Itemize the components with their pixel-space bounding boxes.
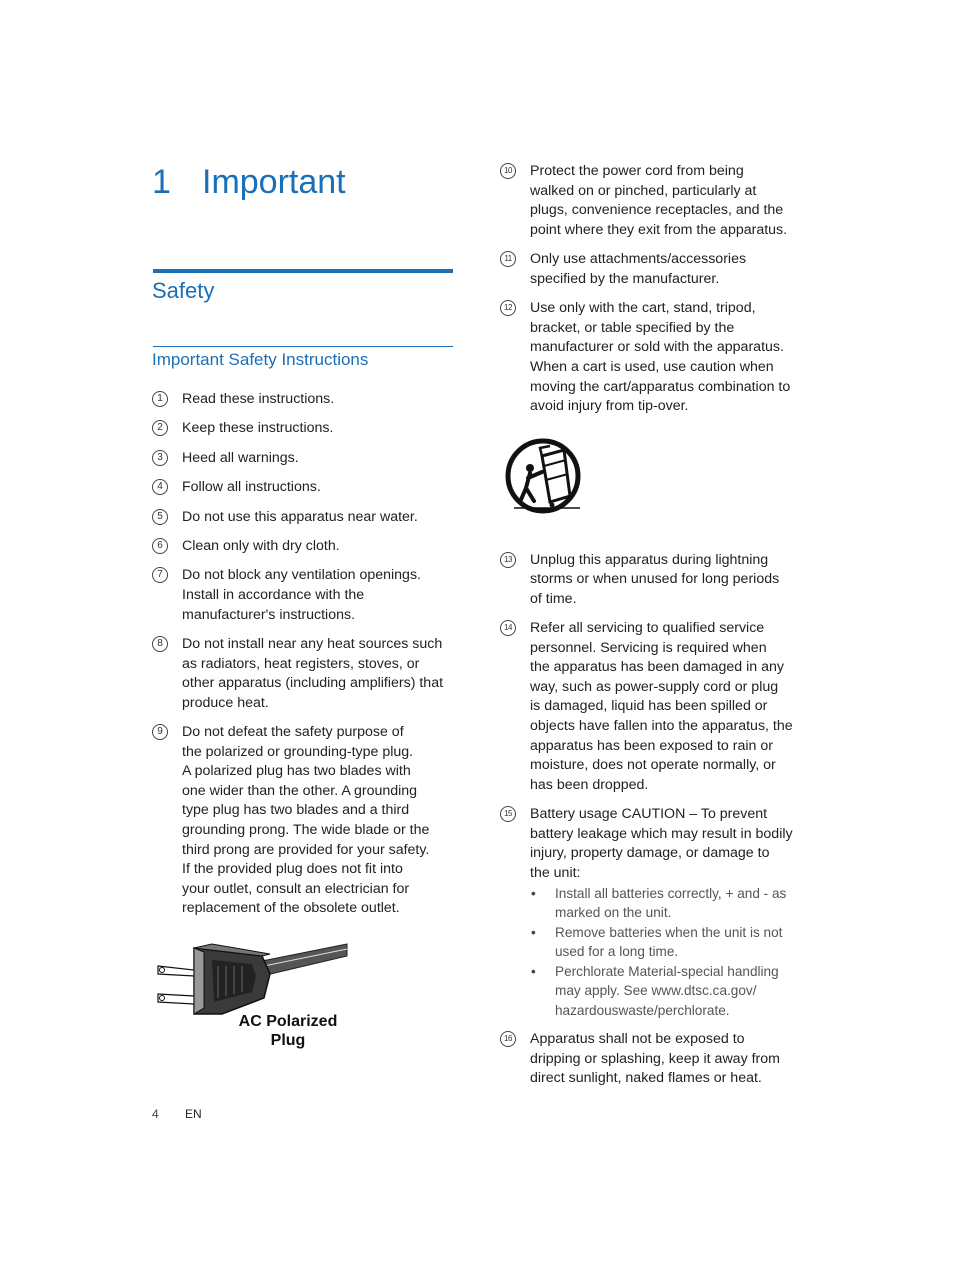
item-line: third prong are provided for your safety.	[182, 841, 430, 858]
item-line: has been dropped.	[530, 776, 649, 793]
item-line: moving the cart/apparatus combination to	[530, 378, 791, 395]
bullet-line: marked on the unit.	[555, 905, 672, 921]
item-line: A polarized plug has two blades with	[182, 763, 411, 780]
ac-polarized-plug-figure	[152, 936, 352, 1051]
item-number: 14	[500, 620, 516, 636]
plug-caption-line1: AC Polarized	[238, 1013, 338, 1030]
list-item	[152, 508, 454, 528]
item-line: objects have fallen into the apparatus, the	[530, 718, 793, 735]
item-line: Install in accordance with the	[182, 586, 365, 603]
list-item	[500, 1030, 802, 1089]
item-line: manufacturer's instructions.	[182, 606, 356, 623]
item-line: moisture, does not operate normally, or	[530, 757, 776, 774]
item-line: Refer all servicing to qualified service	[530, 620, 765, 637]
item-number: 8	[152, 636, 168, 652]
item-line: of time.	[530, 590, 577, 607]
subsection-title: Important Safety Instructions	[152, 350, 369, 369]
plug-caption-line2: Plug	[270, 1032, 306, 1049]
item-line: If the provided plug does not fit into	[182, 861, 403, 878]
item-number: 1	[152, 391, 168, 407]
item-line: Only use attachments/accessories	[530, 251, 747, 268]
item-line: bracket, or table specified by the	[530, 319, 735, 336]
bullet-line: • Remove batteries when the unit is not	[555, 924, 783, 940]
item-text: Read these instructions.	[182, 391, 335, 407]
item-line: Battery usage CAUTION – To prevent	[530, 806, 768, 823]
item-line: Do not defeat the safety purpose of	[182, 724, 404, 741]
item-number: 11	[500, 251, 516, 267]
item-number: 3	[152, 450, 168, 466]
item-number: 4	[152, 479, 168, 495]
item-line: your outlet, consult an electrician for	[182, 880, 410, 897]
chapter-number: 1	[152, 163, 171, 201]
bullet-line: • Perchlorate Material-special handling	[555, 963, 779, 979]
item-line: type plug has two blades and a third	[182, 802, 410, 819]
right-column	[500, 162, 802, 1098]
section-rule	[153, 269, 453, 273]
bullet-line: • Install all batteries correctly, + and - as	[555, 885, 787, 901]
item-line: the apparatus has been damaged in any	[530, 659, 784, 676]
item-line: Unplug this apparatus during lightning	[530, 551, 769, 568]
item-line: avoid injury from tip-over.	[530, 398, 689, 415]
list-item	[500, 250, 802, 289]
list-item	[152, 635, 454, 713]
page-number: 4	[152, 1107, 159, 1121]
item-line: grounding prong. The wide blade or the	[182, 822, 430, 839]
item-number: 9	[152, 724, 168, 740]
list-item	[500, 551, 802, 610]
list-item	[152, 449, 454, 469]
item-line: apparatus has been exposed to rain or	[530, 737, 773, 754]
left-column	[152, 390, 454, 929]
item-line: Do not block any ventilation openings.	[182, 567, 421, 584]
bullet-line: used for a long time.	[555, 944, 679, 960]
list-item	[152, 390, 454, 410]
item-line: is damaged, liquid has been spilled or	[530, 698, 768, 715]
item-line: Protect the power cord from being	[530, 163, 744, 179]
item-number: 15	[500, 806, 516, 822]
item-line: way, such as power-supply cord or plug	[530, 678, 779, 695]
chapter-title	[152, 160, 346, 204]
language-code: EN	[185, 1107, 202, 1121]
subsection-rule	[153, 346, 453, 347]
item-line: personnel. Servicing is required when	[530, 639, 767, 656]
cart-tip-over-warning-icon	[504, 438, 584, 516]
item-line: Use only with the cart, stand, tripod,	[530, 300, 756, 317]
item-line: the unit:	[530, 865, 581, 882]
item-text: Clean only with dry cloth.	[182, 537, 340, 554]
cart-warning-figure	[504, 438, 584, 516]
item-number: 5	[152, 509, 168, 525]
item-line: replacement of the obsolete outlet.	[182, 900, 400, 917]
list-item	[152, 419, 454, 439]
list-item	[500, 162, 802, 240]
list-item	[152, 566, 454, 625]
item-line: direct sunlight, naked flames or heat.	[530, 1070, 762, 1087]
battery-bullets	[530, 884, 802, 1021]
ac-polarized-plug-icon	[152, 936, 352, 1051]
item-line: point where they exit from the apparatus.	[530, 221, 788, 238]
item-line: plugs, convenience receptacles, and the	[530, 202, 784, 219]
item-number: 7	[152, 567, 168, 583]
item-number: 16	[500, 1031, 516, 1047]
item-text: Keep these instructions.	[182, 420, 334, 437]
list-item	[152, 723, 454, 919]
item-line: as radiators, heat registers, stoves, or	[182, 655, 420, 672]
item-number: 13	[500, 552, 516, 568]
item-line: Apparatus shall not be exposed to	[530, 1030, 745, 1047]
list-item	[500, 619, 802, 795]
item-line: battery leakage which may result in bodily	[530, 825, 793, 842]
item-text: Follow all instructions.	[182, 479, 321, 496]
item-line: When a cart is used, use caution when	[530, 358, 774, 375]
item-line: injury, property damage, or damage to	[530, 845, 770, 862]
item-text: Heed all warnings.	[182, 449, 299, 466]
bullet-item	[530, 884, 802, 923]
item-line: one wider than the other. A grounding	[182, 782, 418, 799]
bullet-item	[530, 962, 802, 1021]
bullet-line: hazardouswaste/perchlorate.	[555, 1002, 730, 1018]
list-item	[152, 478, 454, 498]
bullet-line: may apply. See www.dtsc.ca.gov/	[555, 983, 757, 999]
list-item	[500, 299, 802, 417]
item-line: specified by the manufacturer.	[530, 270, 720, 287]
item-line: walked on or pinched, particularly at	[530, 182, 757, 199]
item-line: produce heat.	[182, 694, 269, 711]
chapter-title-text: Important	[202, 163, 346, 201]
item-line: storms or when unused for long periods	[530, 571, 780, 588]
bullet-item	[530, 923, 802, 962]
list-item	[500, 805, 802, 1020]
item-number: 2	[152, 420, 168, 436]
item-number: 6	[152, 538, 168, 554]
item-number: 10	[500, 163, 516, 179]
item-text: Do not use this apparatus near water.	[182, 508, 418, 525]
section-title: Safety	[152, 278, 215, 303]
item-line: manufacturer or sold with the apparatus.	[530, 339, 784, 356]
item-line: Do not install near any heat sources such	[182, 635, 443, 652]
item-number: 12	[500, 300, 516, 316]
list-item	[152, 537, 454, 557]
item-line: dripping or splashing, keep it away from	[530, 1050, 780, 1067]
item-line: the polarized or grounding-type plug.	[182, 743, 414, 760]
item-line: other apparatus (including amplifiers) that	[182, 675, 444, 692]
